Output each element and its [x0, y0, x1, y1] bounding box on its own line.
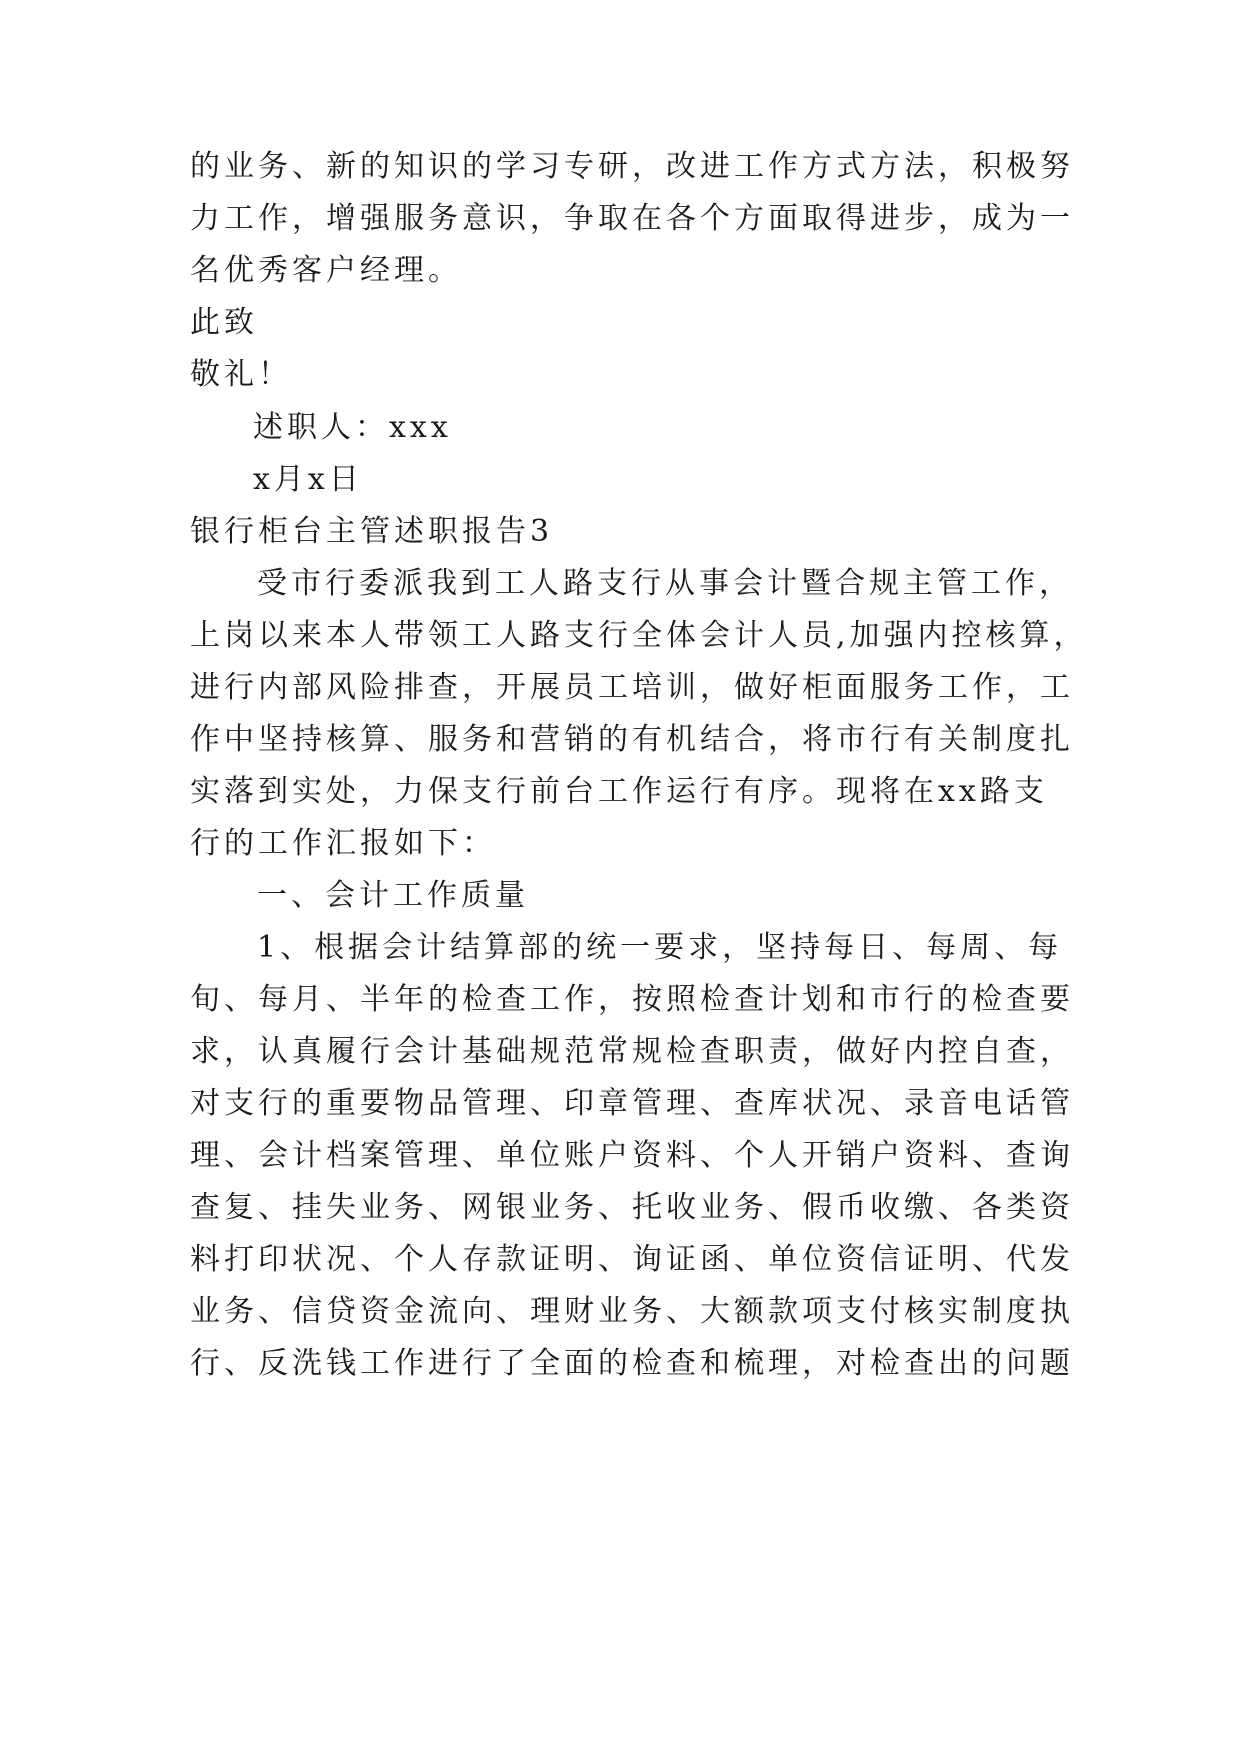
body-text-line: 的业务、新的知识的学习专研，改进工作方式方法，积极努	[190, 149, 1074, 184]
body-text-line: 上岗以来本人带领工人路支行全体会计人员,加强内控核算，	[190, 618, 1088, 653]
signature-date: x月x日	[253, 462, 363, 497]
body-text-line: 业务、信贷资金流向、理财业务、大额款项支付核实制度执	[190, 1294, 1074, 1329]
signature-author: 述职人：xxx	[253, 410, 452, 445]
body-text-line: 力工作，增强服务意识，争取在各个方面取得进步，成为一	[190, 201, 1074, 236]
body-text-line: 求，认真履行会计基础规范常规检查职责，做好内控自查，	[190, 1034, 1074, 1069]
body-text-line: 进行内部风险排查，开展员工培训，做好柜面服务工作，工	[190, 670, 1074, 705]
body-text-line: 旬、每月、半年的检查工作，按照检查计划和市行的检查要	[190, 982, 1074, 1017]
section-title: 银行柜台主管述职报告3	[190, 514, 554, 549]
body-text-line: 名优秀客户经理。	[190, 253, 462, 288]
body-text-line: 对支行的重要物品管理、印章管理、查库状况、录音电话管	[190, 1086, 1074, 1121]
body-text-line: 实落到实处，力保支行前台工作运行有序。现将在xx路支	[190, 774, 1048, 809]
subsection-heading: 一、会计工作质量	[257, 878, 529, 913]
body-text-line: 料打印状况、个人存款证明、询证函、单位资信证明、代发	[190, 1242, 1074, 1277]
salutation-text: 敬礼！	[190, 357, 292, 392]
body-text-line: 查复、挂失业务、网银业务、托收业务、假币收缴、各类资	[190, 1190, 1074, 1225]
body-text-line: 作中坚持核算、服务和营销的有机结合，将市行有关制度扎	[190, 722, 1074, 757]
body-text-line: 行的工作汇报如下：	[190, 826, 496, 861]
body-text-line: 理、会计档案管理、单位账户资料、个人开销户资料、查询	[190, 1138, 1074, 1173]
body-text-line: 受市行委派我到工人路支行从事会计暨合规主管工作，	[257, 566, 1073, 601]
body-text-line: 1、根据会计结算部的统一要求，坚持每日、每周、每	[257, 930, 1063, 965]
closing-text: 此致	[190, 305, 258, 340]
body-text-line: 行、反洗钱工作进行了全面的检查和梳理，对检查出的问题	[190, 1346, 1074, 1381]
